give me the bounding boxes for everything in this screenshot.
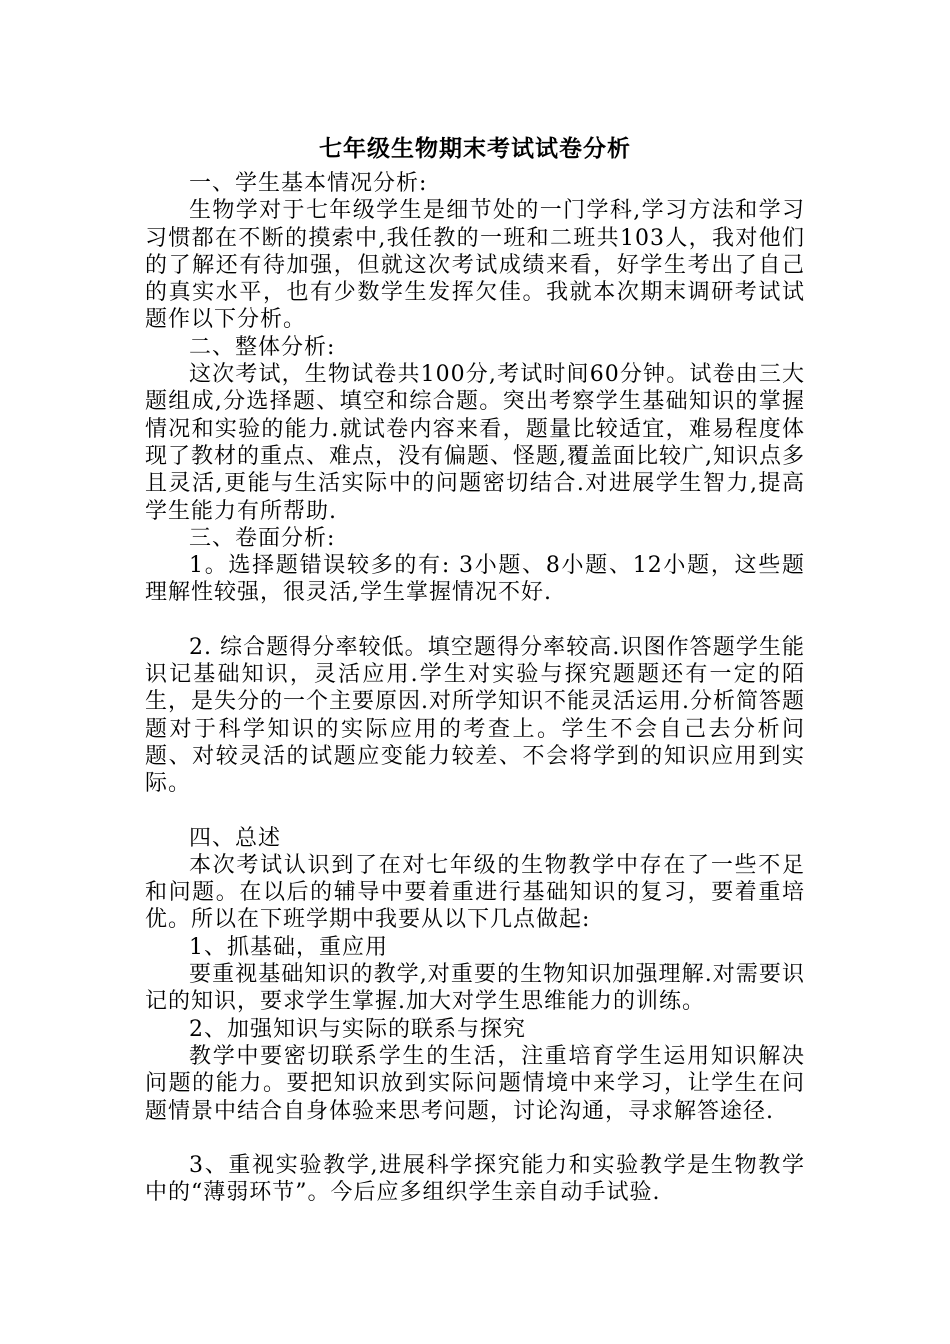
subheading-practice-connection: 2、加强知识与实际的联系与探究 [189, 1016, 526, 1042]
paragraph-student-situation: 生物学对于七年级学生是细节处的一门学科,学习方法和学习习惯都在不断的摸索中,我任教的一班和二班共103人，我对他们的了解还有待加强，但就这次考试成绩来看，好学生考出了自己的真实水平，也有少数学生发挥欠佳。我就本次期末调研考试试题作以下分析。 [145, 198, 805, 333]
paragraph-summary: 本次考试认识到了在对七年级的生物教学中存在了一些不足和问题。在以后的辅导中要着重进行基础知识的复习，要着重培优。所以在下班学期中我要从以下几点做起: [145, 852, 805, 933]
paragraph-experiment-teaching: 3、重视实验教学,进展科学探究能力和实验教学是生物教学中的“薄弱环节”。今后应多组织学生亲自动手试验. [145, 1152, 805, 1206]
document-title: 七年级生物期末考试试卷分析 [319, 136, 631, 162]
paragraph-practice-connection: 教学中要密切联系学生的生活，注重培育学生运用知识解决问题的能力。要把知识放到实际问题情境中来学习，让学生在问题情景中结合自身体验来思考问题，讨论沟通，寻求解答途径. [145, 1043, 805, 1124]
document-body [145, 170, 805, 1206]
section-heading-overall-analysis: 二、整体分析: [189, 334, 336, 360]
paragraph-fundamentals: 要重视基础知识的教学,对重要的生物知识加强理解.对需要识记的知识，要求学生掌握.加大对学生思维能力的训练。 [145, 962, 805, 1015]
section-heading-summary: 四、总述 [189, 825, 282, 851]
paragraph-comprehensive: 2. 综合题得分率较低。填空题得分率较高.识图作答题学生能识记基础知识，灵活应用.学生对实验与探究题题还有一定的陌生，是失分的一个主要原因.对所学知识不能灵活运用.分析简答题题对于科学知识的实际应用的考查上。学生不会自己去分析问题、对较灵活的试题应变能力较差、不会将学到的知识应用到实际。 [145, 634, 805, 797]
section-heading-student-situation: 一、学生基本情况分析: [189, 171, 428, 196]
subheading-fundamentals: 1、抓基础，重应用 [189, 934, 388, 960]
paragraph-overall-analysis: 这次考试，生物试卷共100分,考试时间60分钟。试卷由三大题组成,分选择题、填空和综合题。突出考察学生基础知识的掌握情况和实验的能力.就试卷内容来看，题量比较适宜，难易程度体现了教材的重点、难点，没有偏题、怪题,覆盖面比较广,知识点多且灵活,更能与生活实际中的问题密切结合.对进展学生智力,提高学生能力有所帮助. [145, 362, 805, 524]
section-heading-paper-analysis: 三、卷面分析: [189, 525, 336, 551]
paragraph-multiple-choice: 1。选择题错误较多的有: 3小题、8小题、12小题，这些题理解性较强，很灵活,学生掌握情况不好. [145, 553, 805, 606]
